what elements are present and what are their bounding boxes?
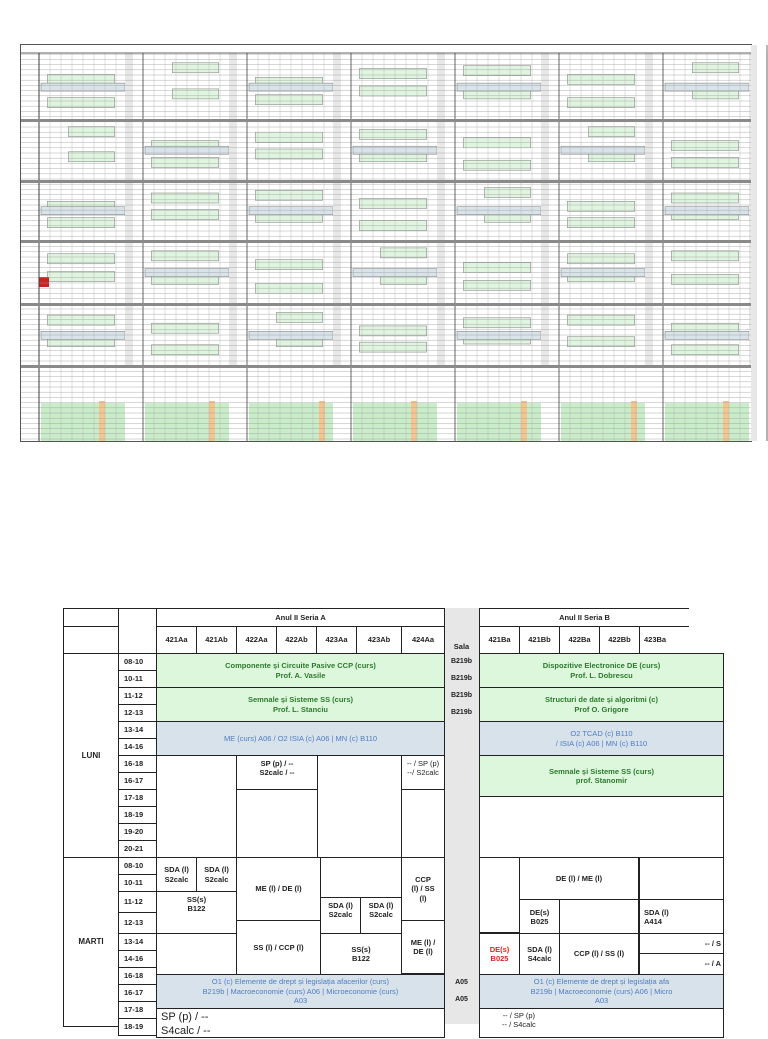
sala-room: B219b bbox=[450, 657, 472, 665]
course-o1: O1 (c) Elemente de drept și legislația afacerilor (curs) B219b | Macroeconomie (curs) A06 | Microeconomie (curs) A03 bbox=[156, 974, 445, 1009]
time-slot: 17-18 bbox=[118, 1001, 157, 1019]
lab-sp-marti-a: SP (p) / -- S4calc / -- bbox=[156, 1008, 445, 1038]
overview-block bbox=[255, 95, 322, 105]
time-slot: 14-16 bbox=[118, 738, 157, 756]
group-header: 421Ab bbox=[196, 626, 237, 654]
empty-block bbox=[479, 796, 724, 858]
course-sda: Structuri de date și algoritmi (c) Prof O. Grigore bbox=[479, 687, 724, 722]
group-header: 422Bb bbox=[599, 626, 640, 654]
overview-summary-orange bbox=[521, 401, 527, 441]
time-slot: 16-18 bbox=[118, 755, 157, 773]
group-header: 422Aa bbox=[236, 626, 277, 654]
course-de: Dispozitive Electronice DE (curs) Prof. L. Dobrescu bbox=[479, 653, 724, 688]
lab-sda-2: SDA (l) S2calc bbox=[196, 857, 237, 892]
empty-block bbox=[639, 857, 724, 900]
course-me-isia-mn: ME (curs) A06 / O2 ISIA (c) A06 | MN (c) B110 bbox=[156, 721, 445, 756]
overview-block bbox=[255, 190, 322, 200]
overview-red-mark bbox=[39, 277, 49, 287]
sala-room: B219b bbox=[450, 691, 472, 699]
course-o2-tcad: O2 TCAD (c) B110 / ISIA (c) A06 | MN (c) B110 bbox=[479, 721, 724, 756]
overview-block bbox=[47, 218, 114, 228]
overview-block bbox=[151, 157, 218, 167]
overview-block bbox=[463, 263, 530, 273]
overview-block bbox=[671, 251, 738, 261]
lab-sda-b2: SDA (l) S4calc bbox=[519, 933, 560, 975]
overview-block bbox=[359, 86, 426, 96]
group-header: 421Bb bbox=[519, 626, 560, 654]
overview-block bbox=[671, 141, 738, 151]
course-o1-b: O1 (c) Elemente de drept și legislația afa B219b | Macroeconomie (curs) A06 | Micro A03 bbox=[479, 974, 724, 1009]
time-slot: 13-14 bbox=[118, 933, 157, 951]
overview-block bbox=[484, 188, 530, 198]
lab-sda-b: SDA (l) A414 bbox=[639, 899, 724, 935]
time-slot: 16-17 bbox=[118, 984, 157, 1002]
group-header: 421Ba bbox=[479, 626, 520, 654]
overview-summary-orange bbox=[411, 401, 417, 441]
seminar-de: DE(s) B025 bbox=[519, 899, 560, 935]
time-slot: 08-10 bbox=[118, 653, 157, 671]
group-header: 423Ab bbox=[356, 626, 402, 654]
overview-block bbox=[359, 129, 426, 139]
sala-room: B219b bbox=[450, 674, 472, 682]
overview-summary-orange bbox=[723, 401, 729, 441]
lab-sda-3: SDA (l) S2calc bbox=[320, 897, 361, 934]
day-marti: MARTI bbox=[63, 857, 119, 1027]
overview-block bbox=[463, 280, 530, 290]
time-slot: 12-13 bbox=[118, 704, 157, 722]
overview-block bbox=[567, 218, 634, 228]
time-slot: 20-21 bbox=[118, 840, 157, 858]
overview-block bbox=[151, 210, 218, 220]
overview-block bbox=[692, 63, 738, 73]
time-slot: 11-12 bbox=[118, 891, 157, 913]
time-slot: 13-14 bbox=[118, 721, 157, 739]
overview-block bbox=[255, 149, 322, 159]
overview-block bbox=[588, 127, 634, 137]
group-header: 421Aa bbox=[156, 626, 197, 654]
group-header: 423Ba bbox=[639, 626, 689, 654]
overview-header-bg bbox=[21, 45, 751, 53]
overview-block bbox=[151, 251, 218, 261]
overview-block bbox=[567, 74, 634, 84]
lab-de-me: DE (l) / ME (l) bbox=[519, 857, 639, 900]
sala-header: Sala bbox=[453, 642, 470, 652]
seria-a-title: Anul II Seria A bbox=[156, 608, 445, 627]
overview-block bbox=[255, 260, 322, 270]
group-header: 424Aa bbox=[401, 626, 445, 654]
group-header: 422Ab bbox=[276, 626, 317, 654]
overview-day-separator bbox=[21, 119, 751, 122]
overview-block bbox=[380, 248, 426, 258]
time-slot: 12-13 bbox=[118, 912, 157, 934]
sala-room: A05 bbox=[455, 995, 468, 1003]
overview-block bbox=[359, 326, 426, 336]
header-blank bbox=[63, 608, 119, 627]
seria-b-title: Anul II Seria B bbox=[479, 608, 689, 627]
lab-sp-a2: -- / SP (p) --/ S2calc bbox=[401, 755, 445, 790]
time-slot: 10-11 bbox=[118, 670, 157, 688]
overview-block bbox=[255, 132, 322, 142]
overview-block bbox=[276, 312, 322, 322]
lab-sda-1: SDA (l) S2calc bbox=[156, 857, 197, 892]
sala-room: A05 bbox=[455, 978, 468, 986]
overview-summary-orange bbox=[99, 401, 105, 441]
empty-block bbox=[317, 755, 402, 858]
time-slot: 11-12 bbox=[118, 687, 157, 705]
overview-block bbox=[359, 69, 426, 79]
empty-block bbox=[559, 899, 639, 935]
time-slot: 08-10 bbox=[118, 857, 157, 875]
time-slot: 18-19 bbox=[118, 806, 157, 824]
time-slot: 16-18 bbox=[118, 967, 157, 985]
lab-me-de-2: ME (l) / DE (l) bbox=[401, 920, 445, 974]
time-slot: 14-16 bbox=[118, 950, 157, 968]
lab-ccp-ss: CCP (l) / SS (l) bbox=[401, 857, 445, 921]
empty-block bbox=[320, 857, 402, 898]
timetable-overview bbox=[20, 44, 752, 442]
overview-block bbox=[567, 201, 634, 211]
overview-block bbox=[47, 315, 114, 325]
timetable-zoom bbox=[0, 608, 768, 1037]
empty-block bbox=[236, 789, 318, 858]
overview-day-separator bbox=[21, 180, 751, 183]
seminar-de-red: DE(s) B025 bbox=[479, 933, 520, 975]
overview-block bbox=[151, 345, 218, 355]
overview-summary-orange bbox=[209, 401, 215, 441]
lab-sp-marti-b: -- / SP (p) -- / S4calc bbox=[479, 1008, 724, 1038]
empty-block bbox=[401, 789, 445, 858]
seminar-ss-2: SS(s) B122 bbox=[320, 933, 402, 975]
overview-block bbox=[68, 152, 114, 162]
header-blank-2 bbox=[63, 626, 119, 654]
course-ss-b: Semnale și Sisteme SS (curs) prof. Stanomir bbox=[479, 755, 724, 797]
overview-grid bbox=[21, 45, 751, 441]
group-header: 422Ba bbox=[559, 626, 600, 654]
overview-block bbox=[671, 345, 738, 355]
lab-ss-ccp: SS (l) / CCP (l) bbox=[236, 920, 321, 975]
time-slot: 10-11 bbox=[118, 874, 157, 892]
overview-block bbox=[359, 221, 426, 231]
lab-me-de: ME (l) / DE (l) bbox=[236, 857, 321, 921]
time-slot: 19-20 bbox=[118, 823, 157, 841]
course-ccp: Componente și Circuite Pasive CCP (curs) Prof. A. Vasile bbox=[156, 653, 445, 688]
overview-block bbox=[463, 66, 530, 76]
empty-block bbox=[156, 755, 237, 858]
overview-block bbox=[47, 272, 114, 282]
course-ss: Semnale și Sisteme SS (curs) Prof. L. Stanciu bbox=[156, 687, 445, 722]
overview-block bbox=[567, 315, 634, 325]
lab-ccp-ss-b: CCP (l) / SS (l) bbox=[559, 933, 639, 975]
overview-day-separator bbox=[21, 240, 751, 243]
overview-block bbox=[463, 138, 530, 148]
seminar-ss-1: SS(s) B122 bbox=[156, 891, 237, 934]
time-slot: 16-17 bbox=[118, 772, 157, 790]
overview-day-separator bbox=[21, 365, 751, 368]
lab-dash-b1: -- / S bbox=[639, 933, 724, 954]
empty-block bbox=[479, 857, 520, 933]
overview-block bbox=[671, 157, 738, 167]
empty-block bbox=[156, 933, 237, 975]
header-blank-3 bbox=[118, 608, 157, 654]
lab-dash-b2: -- / A bbox=[639, 953, 724, 975]
overview-block bbox=[172, 63, 218, 73]
lab-sda-4: SDA (l) S2calc bbox=[360, 897, 402, 934]
lab-sp-a: SP (p) / -- S2calc / -- bbox=[236, 755, 318, 790]
day-luni: LUNI bbox=[63, 653, 119, 858]
overview-block bbox=[68, 127, 114, 137]
group-header: 423Aa bbox=[316, 626, 357, 654]
time-slot: 18-19 bbox=[118, 1018, 157, 1036]
sala-room: B219b bbox=[450, 708, 472, 716]
overview-day-separator bbox=[21, 303, 751, 306]
time-slot: 17-18 bbox=[118, 789, 157, 807]
